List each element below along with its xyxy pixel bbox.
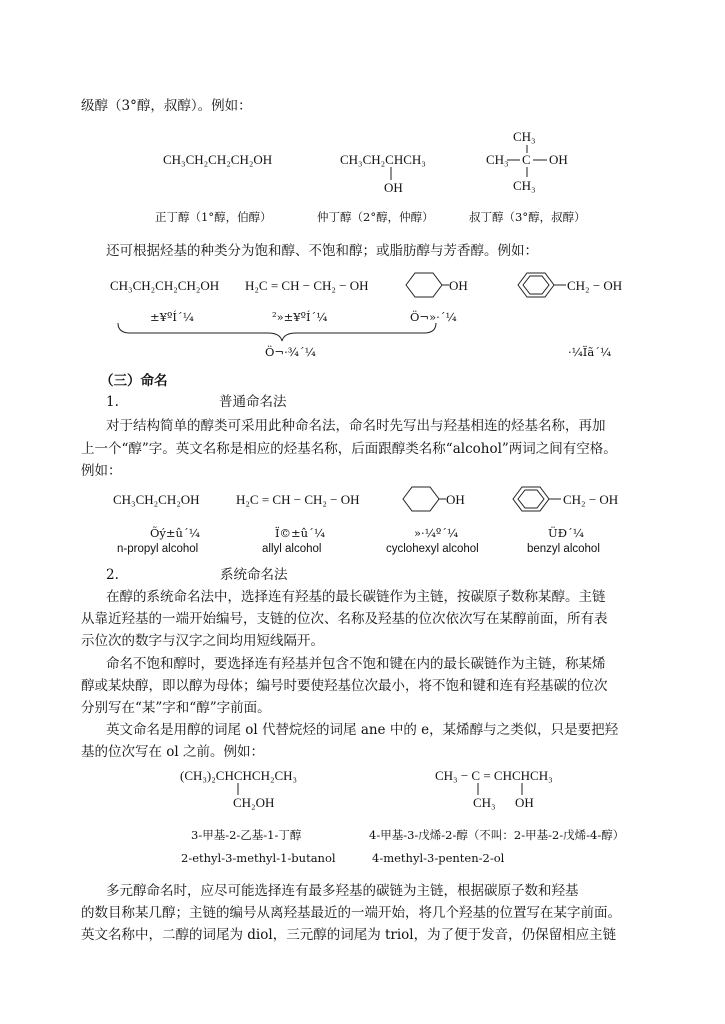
paragraph-unsat-3: 分别写在“某”字和“醇”字前面。 [81,700,271,716]
paragraph-unsat-1: 命名不饱和醇时，要选择连有羟基并包含不饱和键在内的最长碳链作为主链，称某烯 [106,656,606,672]
label-allyl: Ï©±û´¼ [275,526,325,540]
english-n-propyl: n-propyl alcohol [117,543,199,555]
paragraph-classification: 还可根据烃基的种类分为饱和醇、不饱和醇；或脂肪醇与芳香醇。例如： [106,243,538,259]
paragraph-english-1: 英文命名是用醇的词尾 ol 代替烷烃的词尾 ane 中的 e，某烯醇与之类似，只是要把羟 [106,722,619,738]
label-propanol: Õý±û´¼ [150,526,200,540]
formula-butanol: CH₃CH₂CH₂CH₂OH [110,278,220,293]
benzene-inner-ring-2 [518,490,544,508]
label-aliphatic-group: Ö¬·¾´¼ [265,345,316,359]
english-cyclohexyl: cyclohexyl alcohol [386,543,479,555]
benzene-inner-ring [523,276,549,294]
label-benzyl: ÜÐ´¼ [548,526,584,540]
formula-tert-center: C [522,152,531,167]
formula-ethyl-methyl-butanol: (CH₃)₂CHCHCH₂CH₃ [180,768,298,783]
english-benzyl: benzyl alcohol [527,543,600,555]
formula-allyl: H₂C = CH − CH₂ − OH [245,278,369,293]
formula-sec-butanol: CH₃CH₂CHCH₃ [340,152,426,167]
paragraph-system-2: 从靠近羟基的一端开始编号，支链的位次、名称及羟基的位次依次写在某醇前面，所有表 [81,611,608,627]
subsection-2-number: 2. [106,567,119,583]
label-tert-butanol: 叔丁醇（3°醇，叔醇） [469,210,586,224]
formula-cyclohexyl-oh: OH [446,492,465,507]
paragraph-common-1: 对于结构简单的醇类可采用此种命名法，命名时先写出与羟基相连的烃基名称，再加 [106,418,606,434]
paragraph-common-2: 上一个“醇”字。英文名称是相应的烃基名称，后面跟醇类名称“alcohol”两词之间有空格。 [81,441,617,457]
section-heading: （三）命名 [100,373,168,389]
label-alicyclic: Ö¬»·´¼ [410,310,457,324]
formula-tert-left: CH₃ [486,152,509,167]
label-cyclohexyl: »·¼º´¼ [414,526,459,540]
label-unsaturated: ²»±¥ºÍ´¼ [272,310,328,324]
paragraph-unsat-2: 醇或某炔醇，即以醇为母体；编号时要使羟基位次最小，将不饱和键和连有羟基碳的位次 [81,678,608,694]
name-en-2: 4-methyl-3-penten-2-ol [372,851,505,865]
paragraph-system-3: 示位次的数字与汉字之间均用短线隔开。 [81,633,324,649]
formula-tert-top: CH₃ [513,129,536,144]
subsection-2-title: 系统命名法 [220,567,288,583]
paragraph-polyol-2: 的数目称某几醇；主链的编号从离羟基最近的一端开始，将几个羟基的位置写在某字前面。 [81,905,621,921]
cyclohexane-ring-icon [406,273,442,297]
name-en-1: 2-ethyl-3-methyl-1-butanol [181,851,336,865]
formula-ch3-branch: CH₃ [473,795,496,810]
paragraph-intro: 级醇（3°醇，叔醇）。例如： [81,98,252,114]
paragraph-polyol-1: 多元醇命名时，应尽可能选择连有最多羟基的碳链为主链，根据碳原子数和羟基 [106,883,579,899]
name-cn-1: 3-甲基-2-乙基-1-丁醇 [191,828,302,842]
subsection-1-number: 1. [106,394,119,410]
formula-n-butanol: CH₃CH₂CH₂CH₂OH [163,152,273,167]
label-n-butanol: 正丁醇（1°醇，伯醇） [155,210,272,224]
paragraph-polyol-3: 英文名称中，二醇的词尾为 diol，三元醇的词尾为 triol，为了便于发音，仍保留相应主链 [81,927,617,943]
formula-tert-right: OH [549,152,568,167]
formula-benzyl-ch2oh: CH₂ − OH [567,278,623,293]
label-aromatic-group: ·¼Ïã´¼ [568,345,612,359]
label-saturated: ±¥ºÍ´¼ [150,310,194,324]
cyclohexane-ring-icon-2 [403,487,439,511]
formula-methyl-pentenol: CH₃ − C = CHCHCH₃ [435,768,553,783]
label-sec-butanol: 仲丁醇（2°醇，仲醇） [317,210,434,224]
formula-cyclohexanol-oh: OH [449,278,468,293]
formula-allyl-2: H₂C = CH − CH₂ − OH [236,492,360,507]
english-allyl: allyl alcohol [262,543,322,555]
formula-propanol: CH₃CH₂CH₂OH [113,492,200,507]
paragraph-english-2: 基的位次写在 ol 之前。例如： [81,744,265,760]
name-cn-2: 4-甲基-3-戊烯-2-醇（不叫：2-甲基-2-戊烯-4-醇） [369,828,625,842]
formula-tert-bottom: CH₃ [513,178,536,193]
subsection-1-title: 普通命名法 [219,394,287,410]
paragraph-common-3: 例如： [81,463,122,479]
formula-sec-butanol-oh: OH [384,180,403,195]
formula-oh-branch: OH [515,795,534,810]
aliphatic-brace [118,323,436,341]
formula-ch2oh-branch: CH₂OH [233,795,275,810]
formula-benzyl-2: CH₂ − OH [563,492,619,507]
paragraph-system-1: 在醇的系统命名法中，选择连有羟基的最长碳链作为主链，按碳原子数称某醇。主链 [106,589,606,605]
